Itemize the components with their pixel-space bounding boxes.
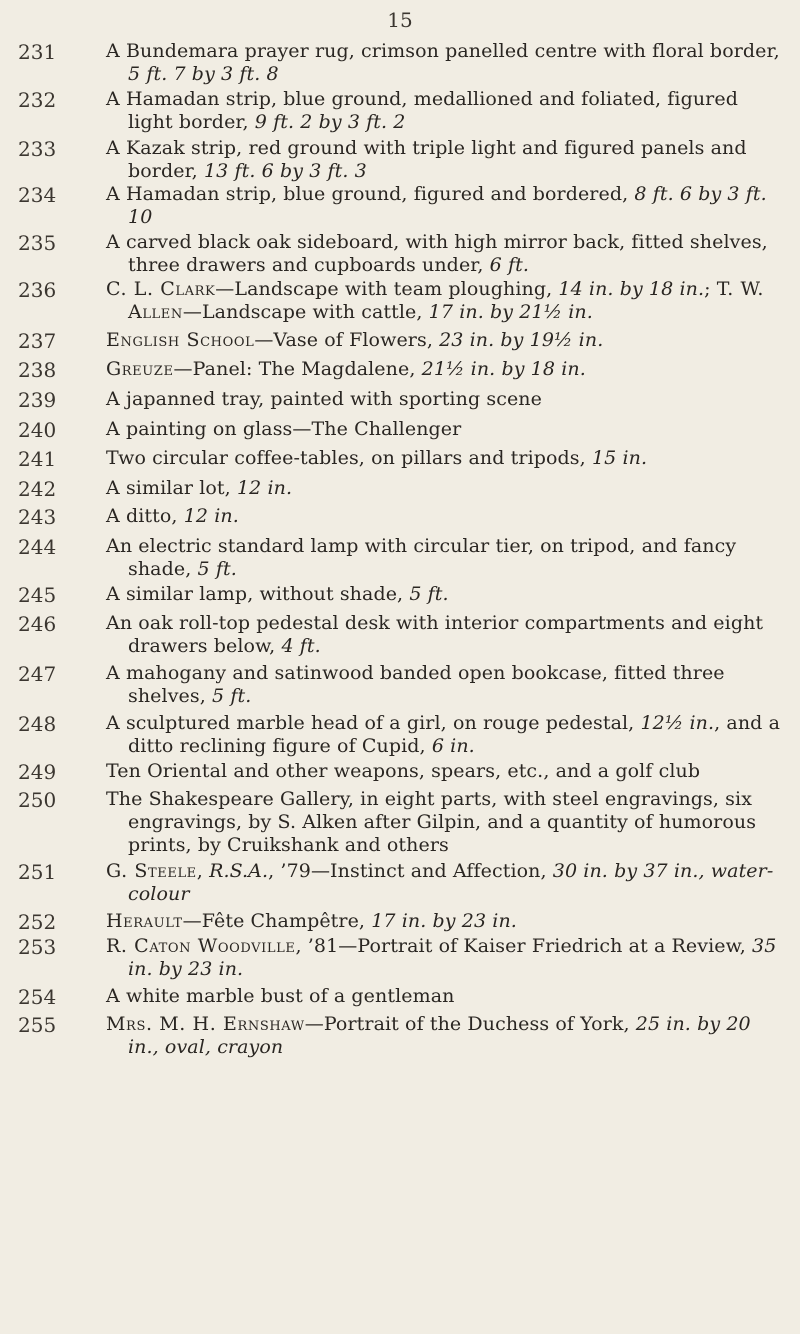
- lot-number: 248: [18, 712, 57, 736]
- lot-description: [106, 1013, 786, 1059]
- artist-name: T. W. Allen: [128, 278, 764, 323]
- lot-description: [106, 183, 786, 229]
- lot-number: 237: [18, 329, 57, 353]
- lot-number: 251: [18, 860, 57, 884]
- dimension-text: 5 ft. 7 by 3 ft. 8: [128, 63, 279, 85]
- lot-description: [106, 788, 786, 857]
- description-text: ,: [196, 860, 210, 882]
- lot-number: 234: [18, 183, 57, 207]
- dimension-text: 6 in.: [431, 735, 475, 757]
- dimension-text: 17 in. by 21½ in.: [428, 301, 593, 323]
- lot-description: [106, 40, 786, 86]
- lot-description: [106, 358, 786, 381]
- dimension-text: 17 in. by 23 in.: [371, 910, 517, 932]
- description-text: A japanned tray, painted with sporting scene: [106, 388, 542, 410]
- artist-name: Mrs. M. H. Ernshaw: [106, 1013, 305, 1035]
- dimension-text: R.S.A.: [209, 860, 269, 882]
- description-text: A carved black oak sideboard, with high mirror back, fitted shelves, three drawers and cupboards under,: [106, 231, 768, 276]
- description-text: —Portrait of the Duchess of York,: [304, 1013, 636, 1035]
- lot-number: 246: [18, 612, 57, 636]
- lot-number: 247: [18, 662, 57, 686]
- description-text: A sculptured marble head of a girl, on rouge pedestal,: [106, 712, 641, 734]
- lot-number: 239: [18, 388, 57, 412]
- dimension-text: 30 in. by 37 in., water-colour: [128, 860, 774, 905]
- lot-number: 231: [18, 40, 57, 64]
- description-text: A Kazak strip, red ground with triple light and figured panels and border,: [106, 137, 747, 182]
- artist-name: English School: [106, 329, 255, 351]
- artist-name: Herault: [106, 910, 183, 932]
- artist-name: Greuze: [106, 358, 174, 380]
- lot-number: 245: [18, 583, 57, 607]
- lot-description: [106, 583, 786, 606]
- lot-description: [106, 760, 786, 783]
- lot-number: 233: [18, 137, 57, 161]
- description-text: A similar lamp, without shade,: [106, 583, 410, 605]
- lot-number: 252: [18, 910, 57, 934]
- lot-description: [106, 477, 786, 500]
- lot-number: 243: [18, 505, 57, 529]
- lot-number: 250: [18, 788, 57, 812]
- dimension-text: 35 in. by 23 in.: [128, 935, 777, 980]
- dimension-text: 13 ft. 6 by 3 ft. 3: [203, 160, 367, 182]
- description-text: —Panel: The Magdalene,: [173, 358, 422, 380]
- lot-description: [106, 447, 786, 470]
- description-text: , ’79—Instinct and Affection,: [268, 860, 553, 882]
- dimension-text: 6 ft.: [489, 254, 530, 276]
- dimension-text: 5 ft.: [197, 558, 237, 580]
- description-text: An oak roll-top pedestal desk with interior compartments and eight drawers below,: [106, 612, 764, 657]
- description-text: Two circular coffee-tables, on pillars and tripods,: [106, 447, 592, 469]
- dimension-text: 12 in.: [236, 477, 293, 499]
- lot-description: [106, 88, 786, 134]
- description-text: A white marble bust of a gentleman: [106, 985, 455, 1007]
- lot-description: [106, 329, 786, 352]
- lot-description: [106, 535, 786, 581]
- lot-number: 249: [18, 760, 57, 784]
- description-text: , and a ditto reclining figure of Cupid,: [128, 712, 781, 757]
- lot-description: [106, 231, 786, 277]
- lot-number: 236: [18, 278, 57, 302]
- dimension-text: 15 in.: [591, 447, 648, 469]
- description-text: A ditto,: [106, 505, 184, 527]
- description-text: —Landscape with cattle,: [182, 301, 429, 323]
- dimension-text: 8 ft. 6 by 3 ft. 10: [128, 183, 767, 228]
- lot-number: 244: [18, 535, 57, 559]
- lot-number: 253: [18, 935, 57, 959]
- lot-description: [106, 418, 786, 441]
- lot-description: [106, 910, 786, 933]
- description-text: The Shakespeare Gallery, in eight parts, with steel engravings, six engravings, by S. Alken after Gilpin, and a quantity of humorous prints, by Cruikshank and others: [106, 788, 757, 856]
- description-text: An electric standard lamp with circular tier, on tripod, and fancy shade,: [106, 535, 737, 580]
- artist-name: G. Steele: [106, 860, 197, 882]
- dimension-text: 5 ft.: [212, 685, 252, 707]
- lot-description: [106, 278, 786, 324]
- description-text: —Vase of Flowers,: [254, 329, 440, 351]
- page-number: 15: [387, 8, 413, 32]
- lot-description: [106, 712, 786, 758]
- lot-description: [106, 935, 786, 981]
- dimension-text: 14 in. by 18 in.: [558, 278, 705, 300]
- dimension-text: 4 ft.: [281, 635, 321, 657]
- lot-description: [106, 388, 786, 411]
- lot-number: 254: [18, 985, 57, 1009]
- lot-number: 255: [18, 1013, 57, 1037]
- lot-number: 232: [18, 88, 57, 112]
- dimension-text: 12½ in.: [640, 712, 715, 734]
- lot-number: 235: [18, 231, 57, 255]
- lot-description: [106, 612, 786, 658]
- description-text: A painting on glass—The Challenger: [106, 418, 462, 440]
- description-text: ;: [704, 278, 717, 300]
- dimension-text: 21½ in. by 18 in.: [421, 358, 586, 380]
- dimension-text: 23 in. by 19½ in.: [439, 329, 604, 351]
- lot-number: 241: [18, 447, 57, 471]
- lot-description: [106, 860, 786, 906]
- artist-name: C. L. Clark: [106, 278, 216, 300]
- lot-description: [106, 662, 786, 708]
- lot-description: [106, 985, 786, 1008]
- artist-name: R. Caton Woodville: [106, 935, 296, 957]
- description-text: —Landscape with team ploughing,: [215, 278, 559, 300]
- dimension-text: 5 ft.: [409, 583, 449, 605]
- lot-description: [106, 137, 786, 183]
- description-text: A Hamadan strip, blue ground, medallioned and foliated, figured light border,: [106, 88, 738, 133]
- dimension-text: 25 in. by 20 in., oval, crayon: [128, 1013, 751, 1058]
- lot-description: [106, 505, 786, 528]
- description-text: A Hamadan strip, blue ground, figured and bordered,: [106, 183, 635, 205]
- lot-number: 242: [18, 477, 57, 501]
- description-text: A similar lot,: [106, 477, 237, 499]
- description-text: —Fête Champêtre,: [182, 910, 372, 932]
- dimension-text: 12 in.: [183, 505, 239, 527]
- description-text: , ’81—Portrait of Kaiser Friedrich at a Review,: [295, 935, 753, 957]
- description-text: Ten Oriental and other weapons, spears, etc., and a golf club: [106, 760, 701, 782]
- dimension-text: 9 ft. 2 by 3 ft. 2: [254, 111, 406, 133]
- description-text: A mahogany and satinwood banded open bookcase, fitted three shelves,: [106, 662, 725, 707]
- lot-number: 240: [18, 418, 57, 442]
- description-text: A Bundemara prayer rug, crimson panelled centre with floral border,: [106, 40, 780, 62]
- lot-number: 238: [18, 358, 57, 382]
